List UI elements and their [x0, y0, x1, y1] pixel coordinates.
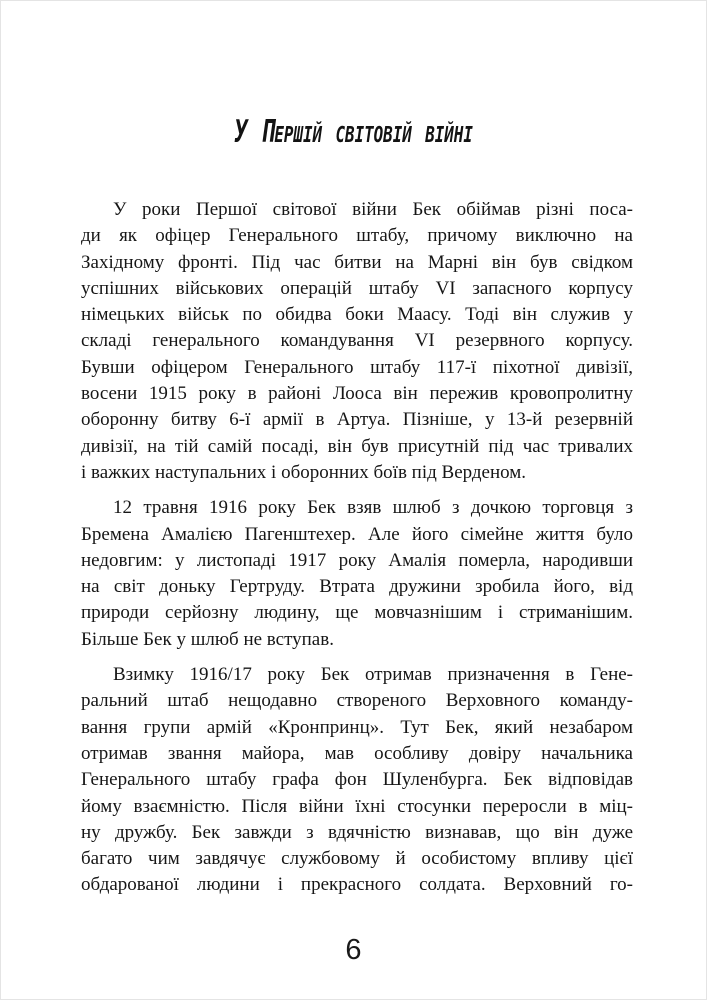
- text-line: багато чим завдячує службовому й особистому впливу цієї: [81, 848, 633, 870]
- text-line: оборонну битву 6-ї армії в Артуа. Пізніше, у 13-й резервній: [81, 409, 633, 431]
- text-line: складі генерального командування VI резервного корпусу.: [81, 330, 633, 352]
- text-body: [81, 197, 633, 908]
- text-line: восени 1915 року в районі Лооса він пережив кровопролитну: [81, 383, 633, 405]
- text-line: У роки Першої світової війни Бек обіймав різні поса-: [113, 199, 633, 220]
- text-line: природи серйозну людину, ще мовчазнішим і стриманішим.: [81, 602, 633, 624]
- text-line: Західному фронті. Під час битви на Марні він був свідком: [81, 251, 633, 273]
- text-line: німецьких військ по обидва боки Маасу. Тоді він служив у: [81, 304, 633, 326]
- text-line: ральний штаб нещодавно створеного Верховного команду-: [81, 690, 633, 712]
- text-line: вання групи армій «Кронпринц». Тут Бек, який незабаром: [81, 716, 633, 738]
- text-line: 12 травня 1916 року Бек взяв шлюб з дочкою торговця з: [113, 497, 633, 519]
- paragraph: [81, 662, 633, 899]
- paragraph: [81, 495, 633, 653]
- text-line: йому взаємністю. Після війни їхні стосунки переросли в міц-: [81, 795, 633, 817]
- chapter-title: У Першій світовій війні: [234, 114, 473, 150]
- text-line: Бувши офіцером Генерального штабу 117-ї піхотної дивізії,: [81, 356, 633, 378]
- page-number: 6: [345, 934, 362, 966]
- text-line: Генерального штабу графа фон Шуленбурга. Бек відповідав: [81, 769, 633, 791]
- text-line: обдарованої людини і прекрасного солдата. Верховний го-: [81, 874, 633, 896]
- text-line: отримав звання майора, мав особливу довіру начальника: [81, 742, 633, 764]
- text-line: і важких наступальних і оборонних боїв під Верденом.: [81, 461, 527, 483]
- text-line: Більше Бек у шлюб не вступав.: [81, 628, 334, 650]
- text-line: дивізії, на тій самій посаді, він був присутній під час тривалих: [81, 435, 633, 457]
- text-line: ну дружбу. Бек завжди з вдячністю визнавав, що він дуже: [81, 821, 633, 843]
- text-line: Взимку 1916/17 року Бек отримав призначення в Гене-: [113, 664, 633, 686]
- text-line: на світ доньку Гертруду. Втрата дружини зробила його, від: [81, 576, 633, 598]
- text-line: Бремена Амалією Пагенштехер. Але його сімейне життя було: [81, 523, 633, 545]
- text-line: успішних військових операцій штабу VI запасного корпусу: [81, 277, 633, 299]
- paragraph: [81, 197, 633, 486]
- text-line: ди як офіцер Генерального штабу, причому виключно на: [81, 225, 633, 247]
- text-line: недовгим: у листопаді 1917 року Амалія померла, народивши: [81, 549, 633, 571]
